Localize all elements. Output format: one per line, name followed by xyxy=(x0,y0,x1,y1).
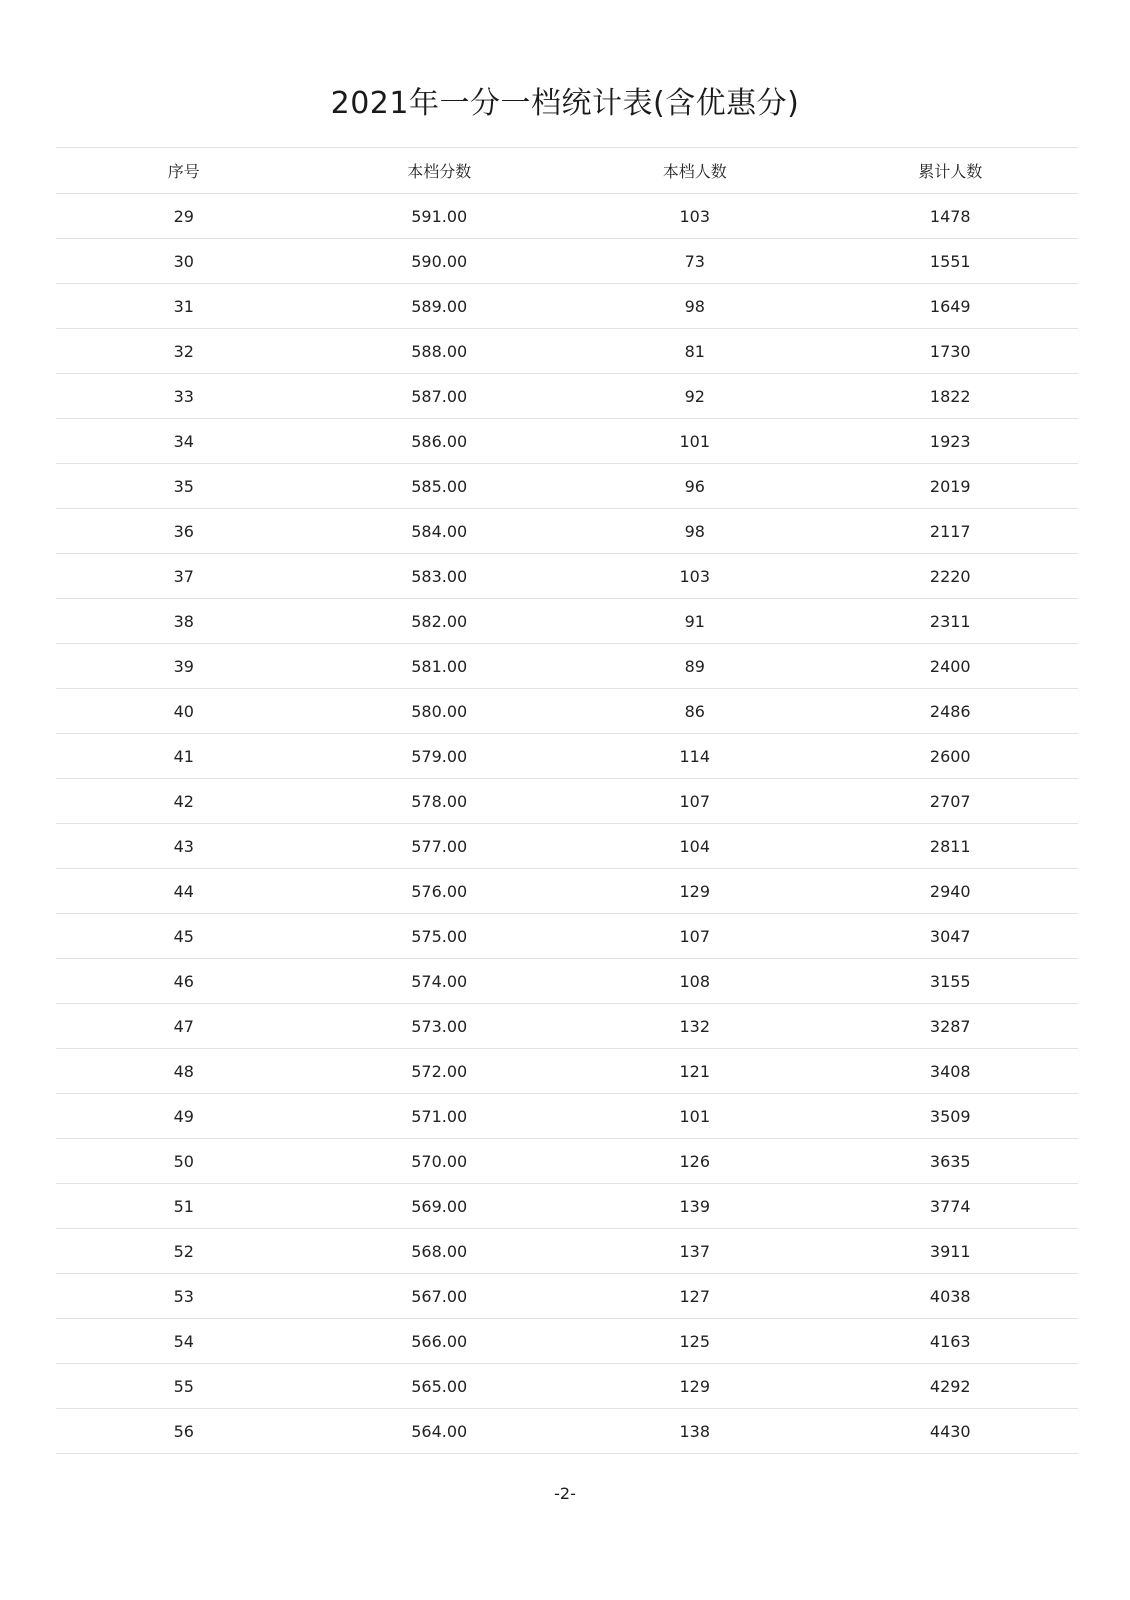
cell-count: 129 xyxy=(567,869,823,914)
cell-cumulative: 2486 xyxy=(823,689,1079,734)
cell-score: 581.00 xyxy=(312,644,568,689)
cell-score: 578.00 xyxy=(312,779,568,824)
cell-score: 584.00 xyxy=(312,509,568,554)
cell-count: 137 xyxy=(567,1229,823,1274)
table-row xyxy=(56,1094,1078,1139)
cell-cumulative: 4163 xyxy=(823,1319,1079,1364)
table-row xyxy=(56,1139,1078,1184)
cell-cumulative: 1822 xyxy=(823,374,1079,419)
cell-score: 572.00 xyxy=(312,1049,568,1094)
cell-index: 33 xyxy=(56,374,312,419)
cell-index: 56 xyxy=(56,1409,312,1454)
cell-index: 39 xyxy=(56,644,312,689)
score-distribution-table xyxy=(56,147,1078,1454)
cell-index: 48 xyxy=(56,1049,312,1094)
cell-count: 126 xyxy=(567,1139,823,1184)
cell-cumulative: 1923 xyxy=(823,419,1079,464)
cell-count: 86 xyxy=(567,689,823,734)
cell-score: 566.00 xyxy=(312,1319,568,1364)
cell-count: 107 xyxy=(567,914,823,959)
cell-index: 44 xyxy=(56,869,312,914)
table-row xyxy=(56,1364,1078,1409)
cell-index: 35 xyxy=(56,464,312,509)
cell-count: 101 xyxy=(567,419,823,464)
column-header-score: 本档分数 xyxy=(312,148,568,194)
cell-score: 575.00 xyxy=(312,914,568,959)
cell-count: 96 xyxy=(567,464,823,509)
cell-score: 589.00 xyxy=(312,284,568,329)
cell-count: 132 xyxy=(567,1004,823,1049)
cell-cumulative: 2117 xyxy=(823,509,1079,554)
table-row xyxy=(56,284,1078,329)
cell-cumulative: 3635 xyxy=(823,1139,1079,1184)
cell-score: 568.00 xyxy=(312,1229,568,1274)
table-row xyxy=(56,1409,1078,1454)
cell-index: 30 xyxy=(56,239,312,284)
cell-score: 564.00 xyxy=(312,1409,568,1454)
cell-index: 42 xyxy=(56,779,312,824)
cell-count: 104 xyxy=(567,824,823,869)
cell-cumulative: 2311 xyxy=(823,599,1079,644)
cell-index: 38 xyxy=(56,599,312,644)
cell-index: 34 xyxy=(56,419,312,464)
table-row xyxy=(56,1319,1078,1364)
table-row xyxy=(56,959,1078,1004)
cell-score: 585.00 xyxy=(312,464,568,509)
cell-cumulative: 3155 xyxy=(823,959,1079,1004)
cell-index: 41 xyxy=(56,734,312,779)
cell-cumulative: 3047 xyxy=(823,914,1079,959)
cell-cumulative: 1649 xyxy=(823,284,1079,329)
table-row xyxy=(56,239,1078,284)
table-header xyxy=(56,148,1078,194)
cell-count: 127 xyxy=(567,1274,823,1319)
cell-cumulative: 2940 xyxy=(823,869,1079,914)
cell-score: 590.00 xyxy=(312,239,568,284)
table-row xyxy=(56,914,1078,959)
cell-cumulative: 2707 xyxy=(823,779,1079,824)
cell-count: 107 xyxy=(567,779,823,824)
cell-score: 567.00 xyxy=(312,1274,568,1319)
cell-count: 98 xyxy=(567,509,823,554)
cell-count: 81 xyxy=(567,329,823,374)
cell-index: 47 xyxy=(56,1004,312,1049)
cell-count: 103 xyxy=(567,194,823,239)
column-header-cumulative: 累计人数 xyxy=(823,148,1079,194)
table-row xyxy=(56,824,1078,869)
cell-score: 588.00 xyxy=(312,329,568,374)
cell-count: 101 xyxy=(567,1094,823,1139)
cell-index: 43 xyxy=(56,824,312,869)
cell-cumulative: 3287 xyxy=(823,1004,1079,1049)
table-row xyxy=(56,779,1078,824)
table-row xyxy=(56,329,1078,374)
cell-score: 587.00 xyxy=(312,374,568,419)
page-number: -2- xyxy=(554,1484,576,1503)
cell-index: 29 xyxy=(56,194,312,239)
table-row xyxy=(56,734,1078,779)
cell-cumulative: 2019 xyxy=(823,464,1079,509)
cell-cumulative: 2811 xyxy=(823,824,1079,869)
cell-cumulative: 2600 xyxy=(823,734,1079,779)
cell-index: 53 xyxy=(56,1274,312,1319)
table-row xyxy=(56,1229,1078,1274)
cell-cumulative: 1551 xyxy=(823,239,1079,284)
cell-index: 55 xyxy=(56,1364,312,1409)
cell-score: 574.00 xyxy=(312,959,568,1004)
cell-index: 52 xyxy=(56,1229,312,1274)
column-header-count: 本档人数 xyxy=(567,148,823,194)
table-row xyxy=(56,869,1078,914)
table-row xyxy=(56,464,1078,509)
table-row xyxy=(56,1004,1078,1049)
cell-score: 565.00 xyxy=(312,1364,568,1409)
table-row xyxy=(56,419,1078,464)
table-row xyxy=(56,644,1078,689)
cell-count: 92 xyxy=(567,374,823,419)
cell-cumulative: 3911 xyxy=(823,1229,1079,1274)
table-row xyxy=(56,1274,1078,1319)
cell-score: 583.00 xyxy=(312,554,568,599)
cell-index: 45 xyxy=(56,914,312,959)
cell-index: 40 xyxy=(56,689,312,734)
cell-score: 577.00 xyxy=(312,824,568,869)
cell-index: 49 xyxy=(56,1094,312,1139)
cell-score: 582.00 xyxy=(312,599,568,644)
cell-score: 579.00 xyxy=(312,734,568,779)
table-row xyxy=(56,1049,1078,1094)
cell-index: 37 xyxy=(56,554,312,599)
cell-cumulative: 2220 xyxy=(823,554,1079,599)
cell-count: 103 xyxy=(567,554,823,599)
cell-index: 31 xyxy=(56,284,312,329)
cell-count: 114 xyxy=(567,734,823,779)
cell-score: 586.00 xyxy=(312,419,568,464)
cell-score: 591.00 xyxy=(312,194,568,239)
table-row xyxy=(56,194,1078,239)
cell-cumulative: 3509 xyxy=(823,1094,1079,1139)
cell-index: 51 xyxy=(56,1184,312,1229)
cell-cumulative: 4038 xyxy=(823,1274,1079,1319)
cell-count: 121 xyxy=(567,1049,823,1094)
header-row xyxy=(56,148,1078,194)
cell-cumulative: 4292 xyxy=(823,1364,1079,1409)
cell-cumulative: 1478 xyxy=(823,194,1079,239)
cell-cumulative: 1730 xyxy=(823,329,1079,374)
table-row xyxy=(56,509,1078,554)
cell-index: 54 xyxy=(56,1319,312,1364)
table-row xyxy=(56,1184,1078,1229)
page-title: 2021年一分一档统计表(含优惠分) xyxy=(330,86,800,121)
cell-index: 32 xyxy=(56,329,312,374)
cell-index: 50 xyxy=(56,1139,312,1184)
cell-score: 571.00 xyxy=(312,1094,568,1139)
cell-score: 580.00 xyxy=(312,689,568,734)
cell-score: 573.00 xyxy=(312,1004,568,1049)
cell-count: 98 xyxy=(567,284,823,329)
cell-count: 91 xyxy=(567,599,823,644)
table-row xyxy=(56,374,1078,419)
table-row xyxy=(56,689,1078,734)
cell-count: 138 xyxy=(567,1409,823,1454)
cell-cumulative: 3408 xyxy=(823,1049,1079,1094)
cell-count: 139 xyxy=(567,1184,823,1229)
cell-count: 125 xyxy=(567,1319,823,1364)
cell-count: 129 xyxy=(567,1364,823,1409)
cell-count: 108 xyxy=(567,959,823,1004)
cell-score: 569.00 xyxy=(312,1184,568,1229)
cell-cumulative: 3774 xyxy=(823,1184,1079,1229)
cell-count: 89 xyxy=(567,644,823,689)
cell-cumulative: 4430 xyxy=(823,1409,1079,1454)
cell-count: 73 xyxy=(567,239,823,284)
table-body xyxy=(56,194,1078,1454)
cell-index: 36 xyxy=(56,509,312,554)
table-row xyxy=(56,554,1078,599)
cell-score: 570.00 xyxy=(312,1139,568,1184)
cell-index: 46 xyxy=(56,959,312,1004)
cell-cumulative: 2400 xyxy=(823,644,1079,689)
cell-score: 576.00 xyxy=(312,869,568,914)
column-header-index: 序号 xyxy=(56,148,312,194)
table-row xyxy=(56,599,1078,644)
